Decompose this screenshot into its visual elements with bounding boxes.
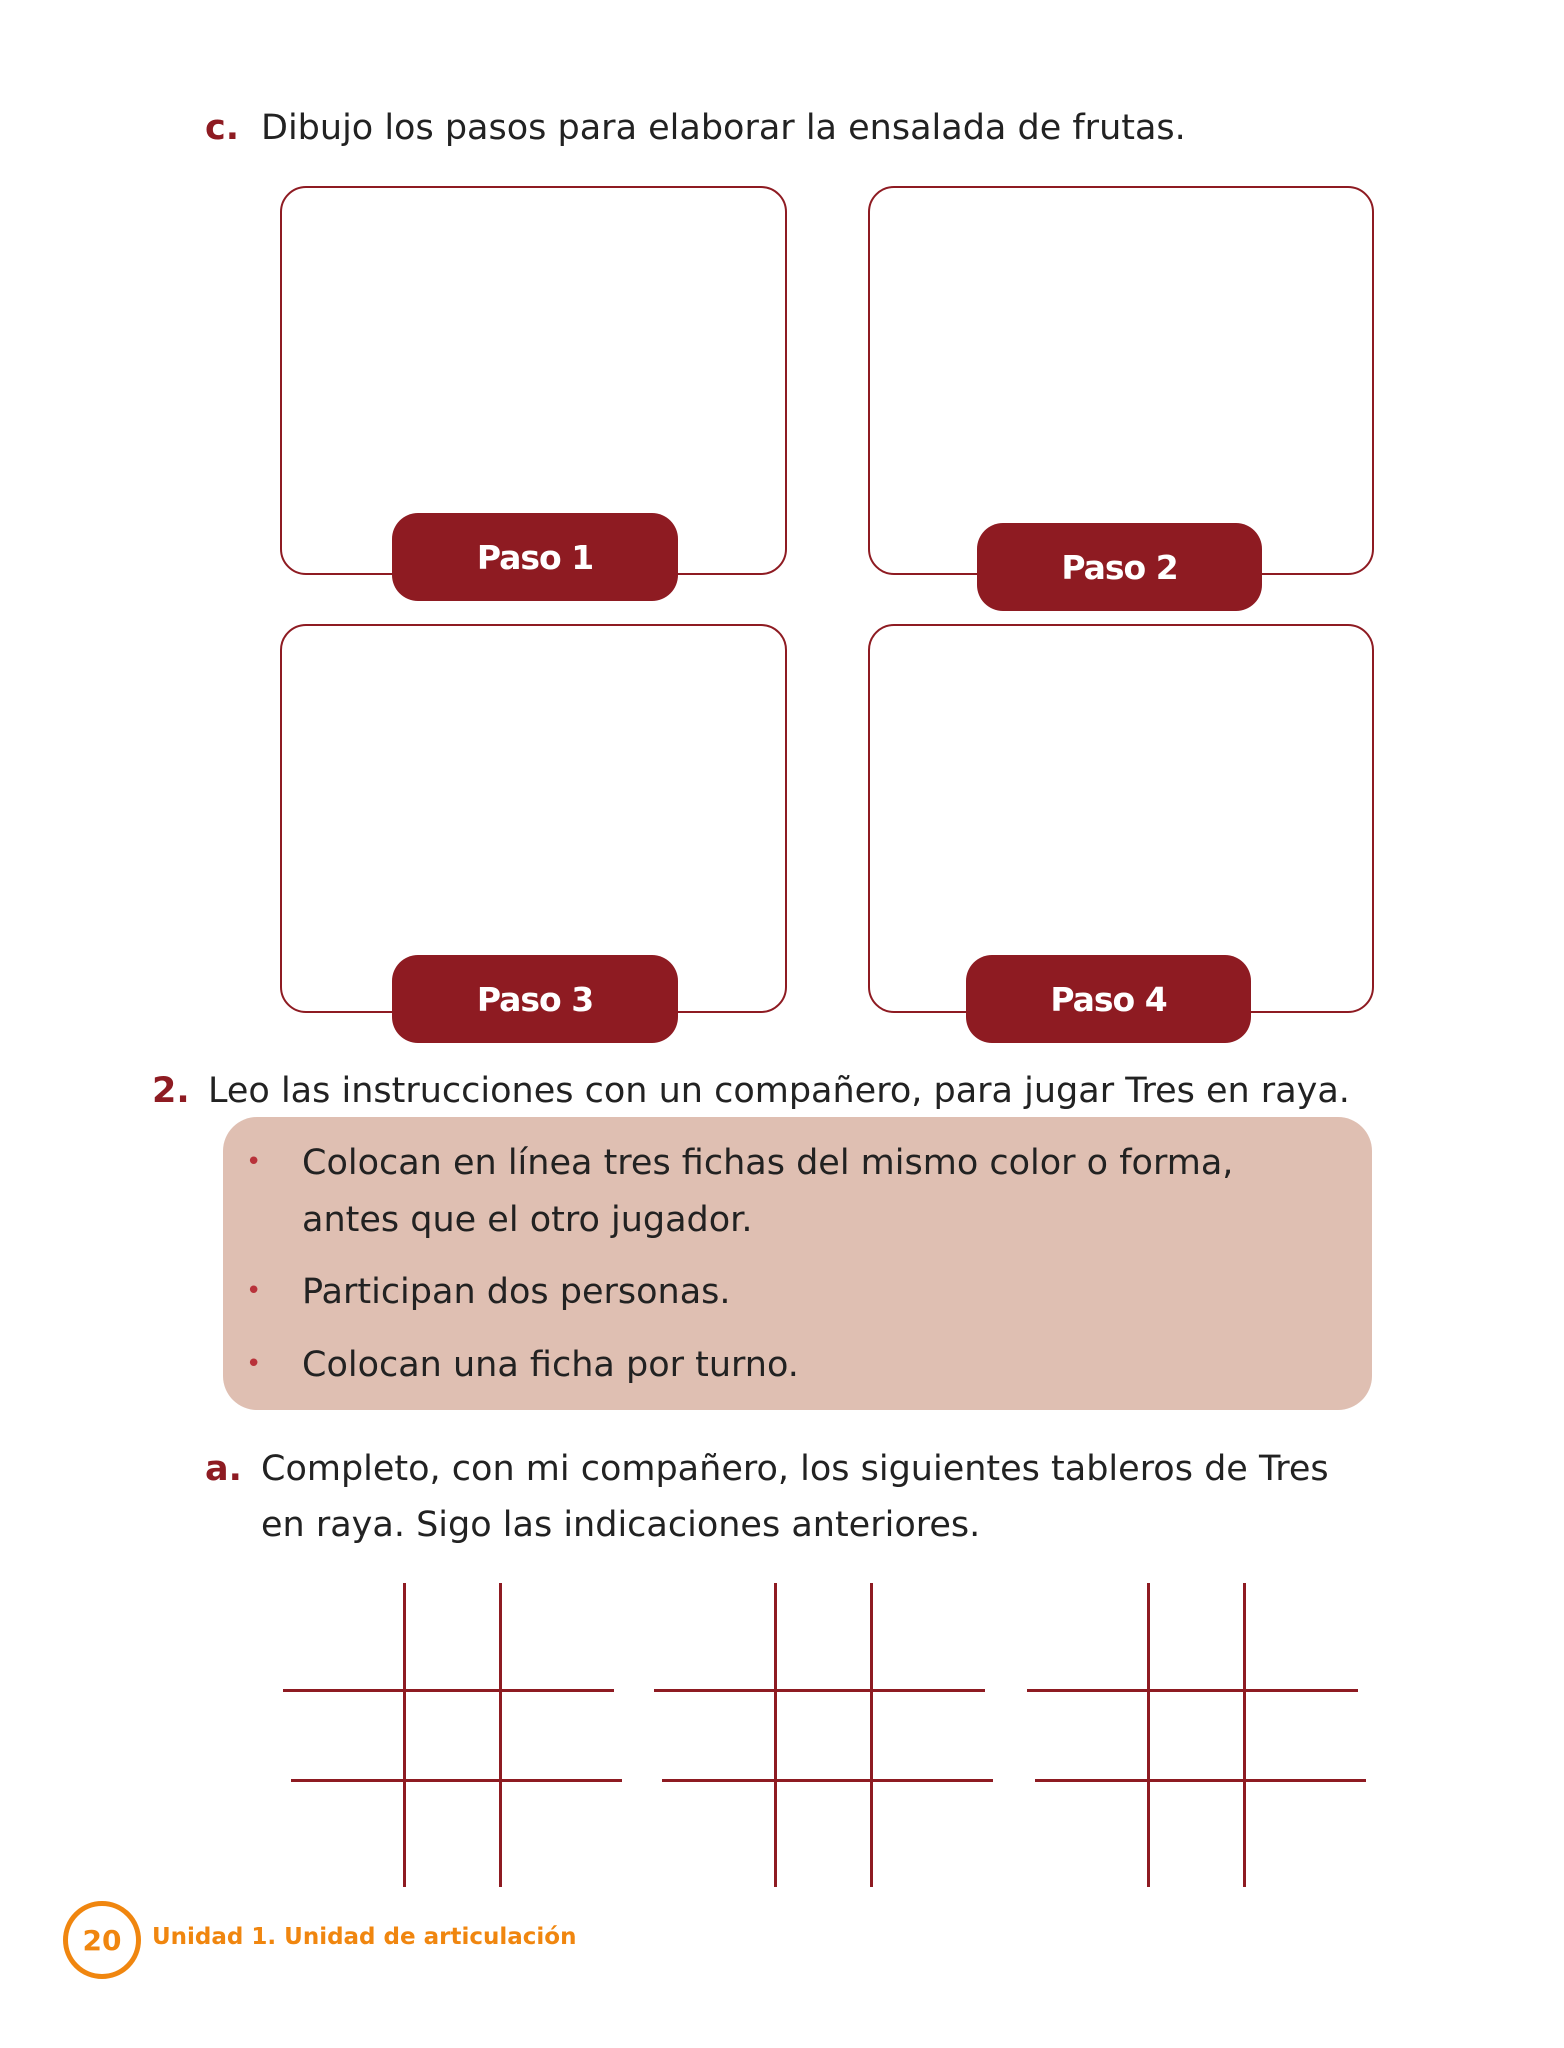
grid-line — [291, 1779, 622, 1782]
page-number: 20 — [63, 1901, 141, 1979]
grid-line — [662, 1779, 993, 1782]
grid-line — [774, 1583, 777, 1887]
item-text: Leo las instrucciones con un compañero, para jugar Tres en raya. — [208, 1071, 1350, 1111]
grid-line — [1243, 1583, 1246, 1887]
step-label-2: Paso 2 — [977, 523, 1262, 611]
grid-line — [1027, 1689, 1358, 1692]
rule-text: antes que el otro jugador. — [302, 1200, 753, 1240]
grid-line — [283, 1689, 614, 1692]
item-text: Dibujo los pasos para elaborar la ensalada de frutas. — [261, 108, 1186, 148]
grid-line — [654, 1689, 985, 1692]
grid-line — [1035, 1779, 1366, 1782]
grid-line — [1147, 1583, 1150, 1887]
bullet: • — [246, 1147, 262, 1177]
item-2 — [152, 1063, 1350, 1119]
step-label-1: Paso 1 — [392, 513, 678, 601]
item-label: 2. — [152, 1071, 190, 1111]
unit-title: Unidad 1. Unidad de articulación — [152, 1924, 577, 1950]
step-label-4: Paso 4 — [966, 955, 1251, 1043]
rule-text: Participan dos personas. — [302, 1272, 731, 1312]
item-text: Completo, con mi compañero, los siguientes tableros de Tres — [261, 1449, 1329, 1489]
rule-text: Colocan una ficha por turno. — [302, 1345, 799, 1385]
item-a — [205, 1441, 1329, 1545]
step-label-3: Paso 3 — [392, 955, 678, 1043]
rule-text: Colocan en línea tres fichas del mismo color o forma, — [302, 1143, 1234, 1183]
item-c — [205, 100, 1186, 156]
bullet: • — [246, 1276, 262, 1306]
item-label: c. — [205, 108, 240, 148]
rules-box — [223, 1117, 1372, 1410]
drawing-box-step-2[interactable] — [868, 186, 1374, 575]
grid-line — [403, 1583, 406, 1887]
bullet: • — [246, 1349, 262, 1379]
grid-line — [499, 1583, 502, 1887]
item-text: en raya. Sigo las indicaciones anteriores. — [261, 1505, 981, 1545]
grid-line — [870, 1583, 873, 1887]
item-label: a. — [205, 1449, 242, 1489]
